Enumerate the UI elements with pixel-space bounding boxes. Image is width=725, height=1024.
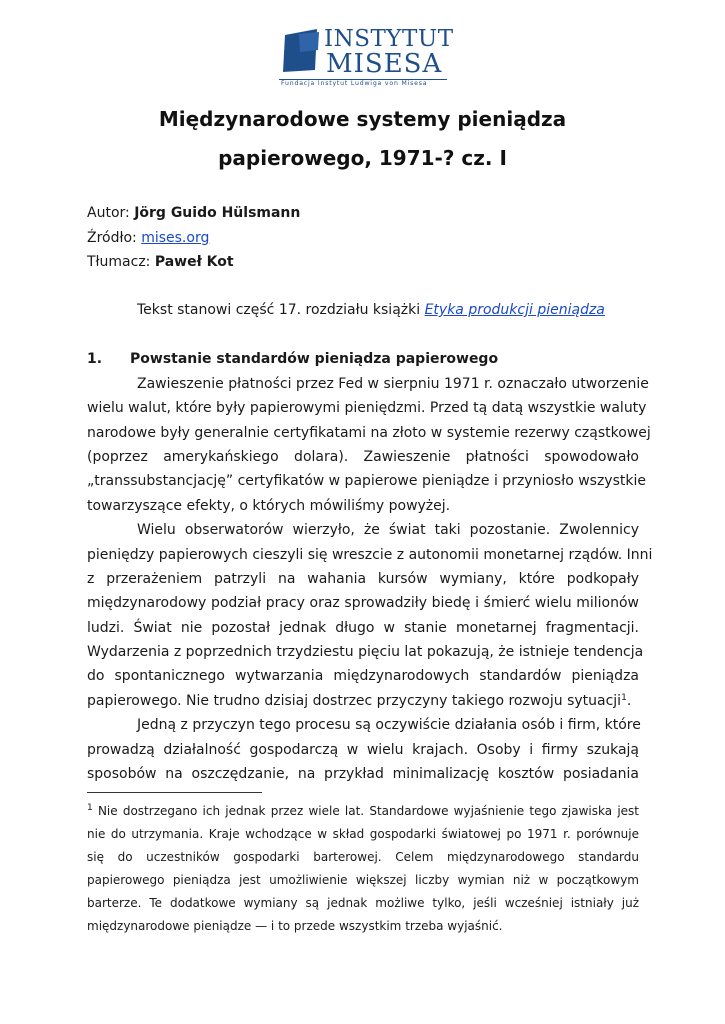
- footnote-line-text: Nie dostrzegano ich jednak przez wiele lat. Standardowe wyjaśnienie tego zjawiska jest: [92, 804, 639, 818]
- body-line: Zawieszenie płatności przez Fed w sierpniu 1971 r. oznaczało utworzenie: [137, 376, 649, 392]
- footnote-divider: [87, 792, 262, 793]
- author-line: [87, 204, 300, 222]
- institute-logo: [279, 26, 454, 88]
- logo-text-line2: MISESA: [326, 49, 443, 79]
- body-line: Wielu obserwatorów wierzyło, że świat taki pozostanie. Zwolennicy: [137, 522, 639, 538]
- body-line: ludzi. Świat nie pozostał jednak długo w stanie monetarnej fragmentacji.: [87, 620, 639, 636]
- footnote-reference[interactable]: 1: [621, 693, 627, 703]
- book-link[interactable]: Etyka produkcji pieniądza: [424, 302, 605, 318]
- body-line-text: papierowego. Nie trudno dzisiaj dostrzec przyczyny takiego rozwoju sytuacji: [87, 693, 622, 709]
- source-link[interactable]: mises.org: [141, 230, 210, 246]
- author-label: Autor:: [87, 205, 135, 221]
- body-line: sposobów na oszczędzanie, na przykład minimalizację kosztów posiadania: [87, 766, 639, 782]
- source-line: [87, 229, 209, 247]
- body-line: (poprzez amerykańskiego dolara). Zawieszenie płatności spowodowało: [87, 449, 639, 465]
- body-line: Jedną z przyczyn tego procesu są oczywiście działania osób i firm, które: [137, 717, 641, 733]
- body-line: z przerażeniem patrzyli na wahania kursów wymiany, które podkopały: [87, 571, 639, 587]
- body-line: Wydarzenia z poprzednich trzydziestu pięciu lat pokazują, że istnieje tendencja: [87, 644, 644, 660]
- section-number: 1.: [87, 351, 103, 367]
- body-line: papierowego. Nie trudno dzisiaj dostrzec przyczyny takiego rozwoju sytuacji$^1$.: [87, 693, 632, 709]
- body-line: pieniędzy papierowych cieszyli się wreszcie z autonomii monetarnej rządów. Inni: [87, 547, 653, 563]
- footnote-line: się do uczestników gospodarki barterowej. Celem międzynarodowego standardu: [87, 850, 639, 864]
- translator-name: Paweł Kot: [154, 254, 234, 270]
- document-title-line1: Międzynarodowe systemy pieniądza: [158, 107, 567, 131]
- intro-text: Tekst stanowi część 17. rozdziału książki: [137, 302, 425, 318]
- body-line: prowadzą działalność gospodarczą w wielu krajach. Osoby i firmy szukają: [87, 742, 639, 758]
- body-line: „transsubstancjację” certyfikatów w papierowe pieniądze i przyniosło wszystkie: [87, 473, 646, 489]
- intro-note: [137, 301, 605, 319]
- document-title-line2: papierowego, 1971-? cz. I: [218, 146, 507, 170]
- body-line: towarzyszące efekty, o których mówiliśmy powyżej.: [87, 498, 451, 514]
- logo-emblem-icon: [279, 26, 323, 76]
- footnote-line: papierowego pieniądza jest umożliwienie większej liczby wymian niż w początkowym: [87, 873, 639, 887]
- section-title: Powstanie standardów pieniądza papierowego: [130, 351, 499, 367]
- footnote-line: nie do utrzymania. Kraje wchodzące w skład gospodarki światowej po 1971 r. porównuje: [87, 827, 639, 841]
- footnote-line: [87, 804, 639, 819]
- footnote-line: barterze. Te dodatkowe wymiany są jednak możliwe tylko, jeśli wcześniej istniały już: [87, 896, 639, 910]
- translator-label: Tłumacz:: [87, 254, 155, 270]
- translator-line: [87, 253, 234, 271]
- body-line: wielu walut, które były papierowymi pieniędzmi. Przed tą datą wszystkie waluty: [87, 400, 647, 416]
- footnote-marker: 1: [87, 803, 93, 813]
- section-heading: [87, 350, 498, 368]
- author-name: Jörg Guido Hülsmann: [134, 205, 301, 221]
- body-line: narodowe były generalnie certyfikatami na złoto w systemie rezerwy cząstkowej: [87, 425, 651, 441]
- source-label: Źródło:: [87, 230, 142, 246]
- body-line: do spontanicznego wytwarzania międzynarodowych standardów pieniądza: [87, 668, 639, 684]
- body-line: międzynarodowy podział pracy oraz sprowadziły biedę i śmierć wielu milionów: [87, 595, 639, 611]
- footnote-line: międzynarodowe pieniądze — i to przede wszystkim trzeba wyjaśnić.: [87, 919, 503, 933]
- logo-tagline: Fundacja Instytut Ludwiga von Misesa: [281, 80, 428, 87]
- logo-text-line1: INSTYTUT: [324, 26, 454, 52]
